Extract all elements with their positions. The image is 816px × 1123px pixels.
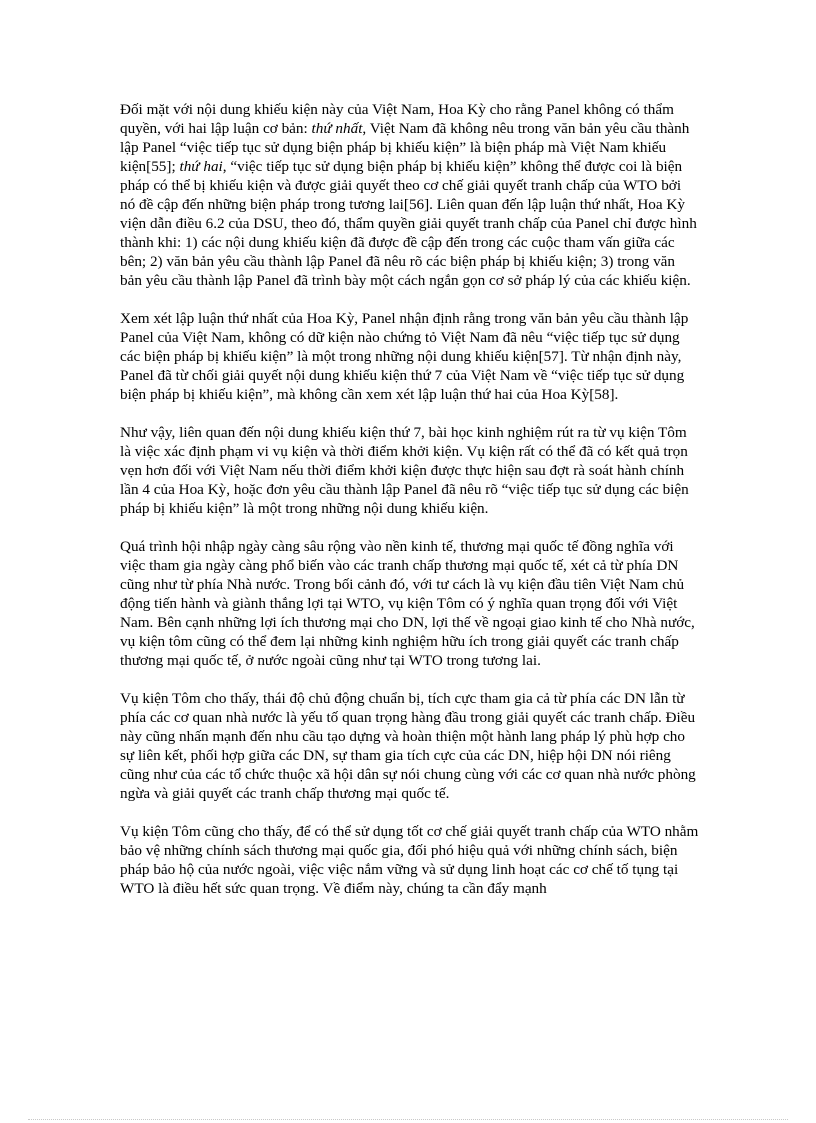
paragraph-5 [120,689,700,803]
paragraph-1-italic-first: thứ nhất [311,120,363,137]
paragraph-1-text-b: , Việt Nam đã không nêu trong văn bản yêu cầu thành lập Panel “việc tiếp tục sử dụng biện pháp bị khiếu kiện” là biện pháp mà Việt Nam khiếu kiện[55]; [120,120,690,175]
paragraph-1-italic-second: thứ hai [179,158,223,175]
paragraph-6-text: Vụ kiện Tôm cũng cho thấy, để có thể sử dụng tốt cơ chế giải quyết tranh chấp của WTO nhằm bảo vệ những chính sách thương mại quốc gia, đối phó hiệu quả với những chính sách, biện pháp bảo hộ của nước ngoài, việc việc nắm vững và sử dụng linh hoạt các cơ chế tố tụng tại WTO là điều hết sức quan trọng. Về điểm này, chúng ta cần đẩy mạnh [120,823,699,897]
paragraph-1 [120,100,700,290]
paragraph-2 [120,309,700,404]
paragraph-3-text: Như vậy, liên quan đến nội dung khiếu kiện thứ 7, bài học kinh nghiệm rút ra từ vụ kiện Tôm là việc xác định phạm vi vụ kiện và thời điểm khởi kiện. Vụ kiện rất có thể đã có kết quả trọn vẹn hơn đối với Việt Nam nếu thời điểm khởi kiện được thực hiện sau đợt rà soát hành chính lần 4 của Hoa Kỳ, hoặc đơn yêu cầu thành lập Panel đã nêu rõ “việc tiếp tục sử dụng các biện pháp bị khiếu kiện” là một trong những nội dung khiếu kiện. [120,424,689,517]
paragraph-2-text: Xem xét lập luận thứ nhất của Hoa Kỳ, Panel nhận định rằng trong văn bản yêu cầu thành lập Panel của Việt Nam, không có dữ kiện nào chứng tỏ Việt Nam đã nêu “việc tiếp tục sử dụng các biện pháp bị khiếu kiện” là một trong những nội dung khiếu kiện[57]. Từ nhận định này, Panel đã từ chối giải quyết nội dung khiếu kiện thứ 7 của Việt Nam về “việc tiếp tục sử dụng biện pháp bị khiếu kiện”, mà không cần xem xét lập luận thứ hai của Hoa Kỳ[58]. [120,310,689,403]
document-body [120,100,700,917]
paragraph-3 [120,423,700,518]
paragraph-1-text-a: Đối mặt với nội dung khiếu kiện này của Việt Nam, Hoa Kỳ cho rằng Panel không có thẩm quyền, với hai lập luận cơ bản: [120,101,674,137]
paragraph-5-text: Vụ kiện Tôm cho thấy, thái độ chủ động chuẩn bị, tích cực tham gia cả từ phía các DN lẫn từ phía các cơ quan nhà nước là yếu tố quan trọng hàng đầu trong giải quyết các tranh chấp. Điều này cũng nhấn mạnh đến nhu cầu tạo dựng và hoàn thiện một hành lang pháp lý phù hợp cho sự liên kết, phối hợp giữa các DN, sự tham gia tích cực của các DN, hiệp hội DN nói riêng cũng như của các tổ chức thuộc xã hội dân sự nói chung cùng với các cơ quan nhà nước phòng ngừa và giải quyết các tranh chấp thương mại quốc tế. [120,690,696,802]
paragraph-4-text: Quá trình hội nhập ngày càng sâu rộng vào nền kinh tế, thương mại quốc tế đồng nghĩa với việc tham gia ngày càng phổ biến vào các tranh chấp thương mại quốc tế, xét cả từ phía DN cũng như từ phía Nhà nước. Trong bối cảnh đó, với tư cách là vụ kiện đầu tiên Việt Nam chủ động tiến hành và giành thắng lợi tại WTO, vụ kiện Tôm có ý nghĩa quan trọng đối với Việt Nam. Bên cạnh những lợi ích thương mại cho DN, lợi thế về ngoại giao kinh tế cho Nhà nước, vụ kiện tôm cũng có thể đem lại những kinh nghiệm hữu ích trong giải quyết các tranh chấp thương mại quốc tế, ở nước ngoài cũng như tại WTO trong tương lai. [120,538,695,669]
paragraph-4 [120,537,700,670]
page-bottom-divider [28,1119,788,1120]
paragraph-6 [120,822,700,898]
paragraph-1-text-c: , “việc tiếp tục sử dụng biện pháp bị khiếu kiện” không thể được coi là biện pháp có thể bị khiếu kiện và được giải quyết theo cơ chế giải quyết tranh chấp của WTO bởi nó đề cập đến những biện pháp trong tương lai[56]. Liên quan đến lập luận thứ nhất, Hoa Kỳ viện dẫn điều 6.2 của DSU, theo đó, thẩm quyền giải quyết tranh chấp của Panel chỉ được hình thành khi: 1) các nội dung khiếu kiện đã được đề cập đến trong các cuộc tham vấn giữa các bên; 2) văn bản yêu cầu thành lập Panel đã nêu rõ các biện pháp bị khiếu kiện; 3) trong văn bản yêu cầu thành lập Panel đã trình bày một cách ngắn gọn cơ sở pháp lý của các khiếu kiện. [120,158,697,289]
